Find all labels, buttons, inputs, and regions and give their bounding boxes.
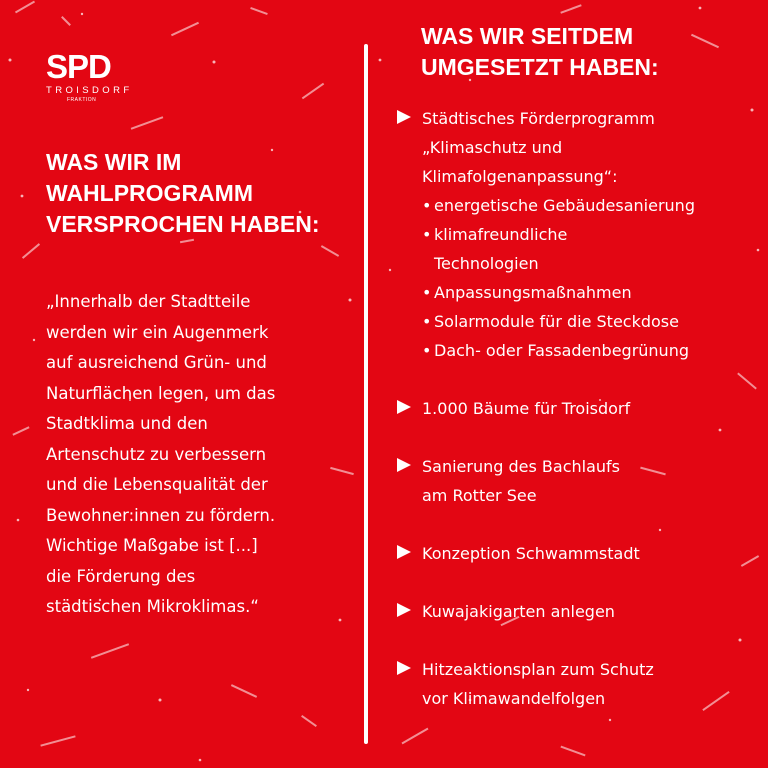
quote-line: Wichtige Maßgabe ist [...] — [46, 536, 258, 555]
achievement-item — [397, 655, 763, 713]
quote-line: Bewohner:innen zu fördern. — [46, 505, 276, 525]
quote-line: auf ausreichend Grün- und — [46, 353, 267, 372]
program-quote — [46, 287, 356, 623]
right-heading — [421, 21, 751, 83]
logo-wordmark: SPD — [46, 48, 111, 85]
left-heading — [46, 147, 346, 240]
achievement-title: Konzeption Schwammstadt — [422, 544, 640, 563]
triangle-bullet-icon — [397, 545, 411, 559]
sub-item-text: klimafreundliche — [434, 225, 568, 244]
bullet-dot-icon: • — [422, 225, 432, 244]
achievement-title: vor Klimawandelfolgen — [422, 689, 606, 708]
achievement-title: 1.000 Bäume für Troisdorf — [422, 399, 631, 418]
sub-item-text: Anpassungsmaßnahmen — [434, 283, 632, 302]
quote-line: Artenschutz zu verbessern — [46, 444, 267, 464]
quote-line: „Innerhalb der Stadtteile — [46, 292, 251, 311]
achievement-title: Sanierung des Bachlaufs — [422, 457, 620, 476]
sub-item-text: Dach- oder Fassadenbegrünung — [434, 341, 689, 360]
sub-item — [422, 307, 763, 336]
left-heading-line: WAHLPROGRAMM — [46, 180, 253, 206]
quote-line: werden wir ein Augenmerk — [46, 322, 269, 342]
right-heading-line: UMGESETZT HABEN: — [421, 54, 659, 80]
sub-item — [422, 278, 763, 307]
spd-logo — [46, 50, 146, 103]
triangle-bullet-icon — [397, 400, 411, 414]
logo-city: TROISDORF — [46, 85, 133, 96]
achievement-title: am Rotter See — [422, 486, 537, 505]
funding-measures-list — [422, 191, 763, 365]
left-heading-line: WAS WIR IM — [46, 149, 182, 175]
bullet-dot-icon: • — [422, 283, 432, 302]
triangle-bullet-icon — [397, 603, 411, 617]
achievement-title: Klimafolgenanpassung“: — [422, 167, 618, 186]
right-heading-line: WAS WIR SEITDEM — [421, 23, 634, 49]
bullet-dot-icon: • — [422, 341, 432, 360]
sub-item — [422, 191, 763, 220]
triangle-bullet-icon — [397, 661, 411, 675]
achievements-list — [397, 104, 763, 742]
achievement-title: Städtisches Förderprogramm — [422, 109, 655, 128]
achievement-item — [397, 539, 763, 568]
triangle-bullet-icon — [397, 458, 411, 472]
sub-item — [422, 220, 763, 278]
bullet-dot-icon: • — [422, 312, 432, 331]
sub-item-text: energetische Gebäudesanierung — [434, 196, 695, 215]
sub-item — [422, 336, 763, 365]
quote-line: die Förderung des — [46, 566, 196, 586]
bullet-dot-icon: • — [422, 196, 432, 215]
achievement-item — [397, 394, 763, 423]
column-divider — [364, 44, 368, 744]
achievement-item — [397, 104, 763, 365]
achievement-title: Hitzeaktionsplan zum Schutz — [422, 660, 654, 679]
sub-item-text: Solarmodule für die Steckdose — [434, 312, 679, 331]
achievement-title: Kuwajakigarten anlegen — [422, 602, 615, 621]
sub-item-text: Technologien — [434, 254, 539, 273]
quote-line: und die Lebensqualität der — [46, 475, 268, 494]
triangle-bullet-icon — [397, 110, 411, 124]
quote-line: Naturflächen legen, um das — [46, 383, 276, 403]
quote-line: städtischen Mikroklimas.“ — [46, 597, 259, 616]
left-heading-line: VERSPROCHEN HABEN: — [46, 211, 320, 237]
quote-line: Stadtklima und den — [46, 414, 208, 433]
achievement-item — [397, 452, 763, 510]
logo-fraction: FRAKTION — [67, 97, 97, 103]
achievement-item — [397, 597, 763, 626]
achievement-title: „Klimaschutz und — [422, 138, 563, 157]
